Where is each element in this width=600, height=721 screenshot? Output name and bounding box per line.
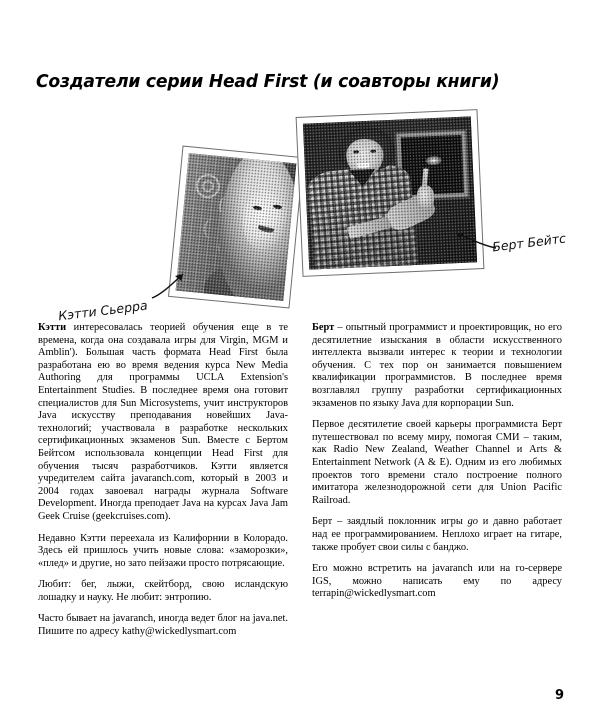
bert-paragraph: Его можно встретить на javaranch или на го-сервере IGS, можно написать ему по адресу terrapin@wickedlysmart.com [312, 563, 562, 600]
photo-bert-image [303, 116, 477, 269]
photo-kathy-image [176, 153, 297, 301]
bert-paragraph: Берт – опытный программист и проектировщик, но его десятилетние изыскания в области искусственного интеллекта вызвали интерес к теории и технологии обучения. С тех пор он занимается повышением квалификации программистов. В последнее время возглавлял группу разработки сертификационных экзаменов по языку Java для корпорации Sun. [312, 322, 562, 409]
kathy-lead-name: Кэтти [38, 322, 67, 333]
kathy-paragraph: Часто бывает на javaranch, иногда ведет блог на java.net. Пишите по адресу kathy@wickedlysmart.com [38, 613, 288, 638]
column-bert-bio [312, 322, 562, 639]
photo-bert-hand [417, 185, 435, 209]
photo-kathy-sierra [169, 147, 303, 308]
kathy-paragraph: Недавно Кэтти переехала из Калифорнии в Колорадо. Здесь ей пришлось учить новые слова: «заморозки», «плед» и другие, но зато пейзажи просто потрясающие. [38, 532, 288, 569]
kathy-paragraph: Любит: бег, лыжи, скейтборд, свою исландскую лошадку и науку. Не любит: энтропию. [38, 579, 288, 603]
bert-paragraph: Берт – заядлый поклонник игры go и давно работает над ее программированием. Неплохо играет на гитаре, также пробует свои силы с банджо. [312, 516, 562, 553]
bert-lead-name: Берт [312, 322, 335, 333]
kathy-paragraph: Кэтти интересовалась теорией обучения еще в те времена, когда она создавала игры для Virgin, MGM и Amblin'). Большая часть формата Head First была разработана ею во время ведения курса New Media Authoring для программы UCLA Extension's Entertainment Studies. В последнее время она готовит специалистов для Sun Microsystems, учит инструкторов Java искусству преподавания новейших Java-технологий; участвовала в разработке нескольких сертификационных экзаменов Sun. Вместе с Бертом Бейтсом использовала концепции Head First для обучения тысяч разработчиков. Кэтти является учредителем сайта javaranch.com, который в 2003 и 2004 годах завоевал награды журнала Software Development. Иногда преподает Java на курсах Java Jam Geek Cruise (geekcruises.com). [38, 322, 288, 522]
page-number: 9 [554, 688, 564, 703]
italic-term: go [467, 516, 478, 528]
photo-bert-bates [297, 110, 484, 276]
column-kathy-bio [38, 322, 288, 639]
caption-bert-bates: Берт Бейтс [491, 230, 567, 255]
caption-kathy-sierra: Кэтти Сьерра [57, 297, 149, 324]
bert-paragraph: Первое десятилетие своей карьеры программиста Берт путешествовал по всему миру, помогая СМИ – таким, как Radio New Zealand, Weather Channel и Arts & Entertainment Network (A & E). Одним из его любимых проектов того времени стало построение полного имитатора железнодорожной сети для Union Pacific Railroad. [312, 419, 562, 506]
photo-collage [0, 100, 600, 324]
page-title: Создатели серии Head First (и соавторы книги) [36, 71, 500, 92]
body-columns [38, 322, 562, 639]
